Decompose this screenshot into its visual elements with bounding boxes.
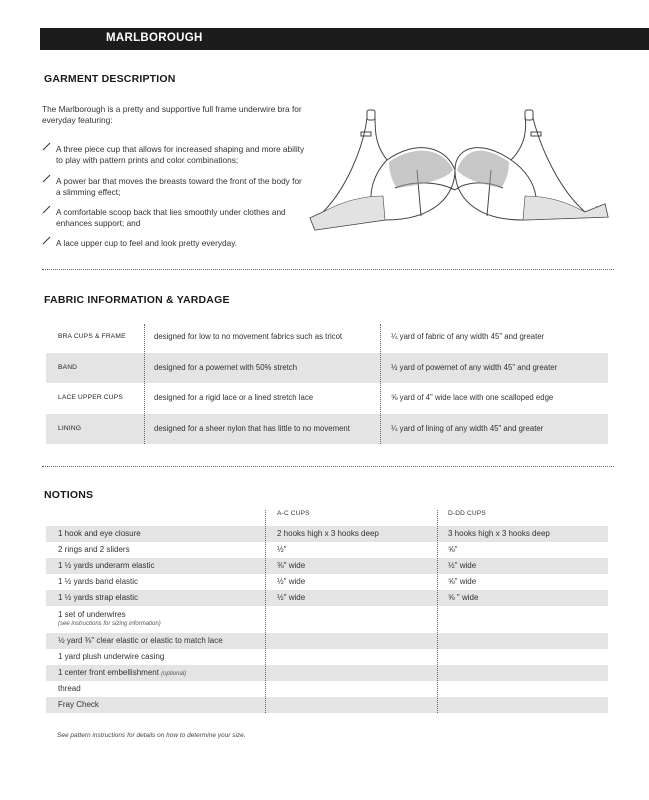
notion-ddd-value: 3 hooks high x 3 hooks deep — [448, 529, 550, 538]
column-divider — [265, 510, 266, 713]
fabric-description: designed for a powernet with 50% stretch — [154, 363, 298, 372]
notion-item: 1 ½ yards strap elastic — [58, 593, 139, 602]
notion-note: (optional) — [161, 671, 187, 677]
notion-row — [46, 606, 608, 632]
fabric-yardage: ¼ yard of lining of any width 45" and greater — [391, 424, 544, 433]
notion-ac-value: 2 hooks high x 3 hooks deep — [277, 529, 379, 538]
check-mark-icon — [42, 142, 52, 152]
garment-description-heading: GARMENT DESCRIPTION — [44, 73, 176, 85]
notion-item: thread — [58, 684, 81, 693]
notion-item: ½ yard ⅜" clear elastic or elastic to match lace — [58, 636, 223, 645]
notion-item: 1 set of underwires — [58, 610, 126, 619]
notions-heading: NOTIONS — [44, 489, 94, 501]
fabric-row — [46, 414, 608, 444]
fabric-description: designed for a sheer nylon that has little to no movement — [154, 424, 350, 433]
footnote: See pattern instructions for details on how to determine your size. — [57, 732, 246, 739]
notion-ac-value: ⅜" wide — [277, 561, 306, 570]
notion-ac-value: ½" wide — [277, 577, 306, 586]
garment-intro: The Marlborough is a pretty and supportive full frame underwire bra for everyday featuring: — [42, 104, 302, 125]
notion-item: 1 hook and eye closure — [58, 529, 141, 538]
column-divider — [380, 324, 381, 444]
bra-illustration — [305, 100, 615, 240]
section-divider — [42, 269, 614, 270]
notion-row — [46, 590, 608, 606]
fabric-name: LACE UPPER CUPS — [58, 394, 123, 401]
fabric-yardage: ⅝ yard of 4" wide lace with one scalloped edge — [391, 393, 554, 402]
feature-text: A three piece cup that allows for increased shaping and more ability to play with pattern prints and color combinations; — [56, 144, 305, 165]
notion-note: (see instructions for sizing information) — [58, 621, 161, 627]
notion-ac-value: ½" wide — [277, 593, 306, 602]
check-mark-icon — [42, 174, 52, 184]
notion-row — [46, 526, 608, 542]
notion-item: Fray Check — [58, 700, 99, 709]
notion-row — [46, 542, 608, 558]
column-divider — [144, 324, 145, 444]
notion-row — [46, 633, 608, 649]
fabric-row — [46, 322, 608, 352]
fabric-yardage: ½ yard of powernet of any width 45" and greater — [391, 363, 558, 372]
feature-text: A power bar that moves the breasts toward the front of the body for a slimming effect; — [56, 176, 302, 197]
feature-text: A lace upper cup to feel and look pretty everyday. — [56, 238, 238, 248]
fabric-description: designed for low to no movement fabrics such as tricot — [154, 332, 343, 341]
notion-ddd-value: ⅝" wide — [448, 577, 477, 586]
column-header-ddd: D-DD CUPS — [448, 510, 486, 517]
notion-ddd-value: ⅝" — [448, 545, 458, 554]
title-bar — [40, 28, 649, 50]
notion-item: 1 ½ yards underarm elastic — [58, 561, 155, 570]
check-mark-icon — [42, 205, 52, 215]
feature-text: A comfortable scoop back that lies smoothly under clothes and enhances support; and — [56, 207, 286, 228]
fabric-description: designed for a rigid lace or a lined stretch lace — [154, 393, 314, 402]
check-mark-icon — [42, 236, 52, 246]
column-divider — [437, 510, 438, 713]
fabric-name: BAND — [58, 364, 78, 371]
notion-row — [46, 649, 608, 665]
notion-row — [46, 697, 608, 713]
notion-row — [46, 558, 608, 574]
notion-item: 1 center front embellishment (optional) — [58, 668, 187, 677]
fabric-heading: FABRIC INFORMATION & YARDAGE — [44, 294, 230, 306]
notion-ddd-value: ½" wide — [448, 561, 477, 570]
notion-item: 1 yard plush underwire casing — [58, 652, 165, 661]
fabric-row — [46, 353, 608, 383]
notion-row — [46, 681, 608, 697]
notion-item: 2 rings and 2 sliders — [58, 545, 130, 554]
fabric-row — [46, 383, 608, 413]
notion-ac-value: ½" — [277, 545, 287, 554]
fabric-yardage: ¼ yard of fabric of any width 45" and greater — [391, 332, 545, 341]
fabric-name: LINING — [58, 425, 82, 432]
notion-row — [46, 665, 608, 681]
notion-item: 1 ½ yards band elastic — [58, 577, 139, 586]
column-header-ac: A-C CUPS — [277, 510, 310, 517]
notion-row — [46, 574, 608, 590]
fabric-name: BRA CUPS & FRAME — [58, 333, 126, 340]
page-title: MARLBOROUGH — [106, 32, 203, 44]
notion-ddd-value: ⅝ " wide — [448, 593, 479, 602]
section-divider — [42, 466, 614, 467]
